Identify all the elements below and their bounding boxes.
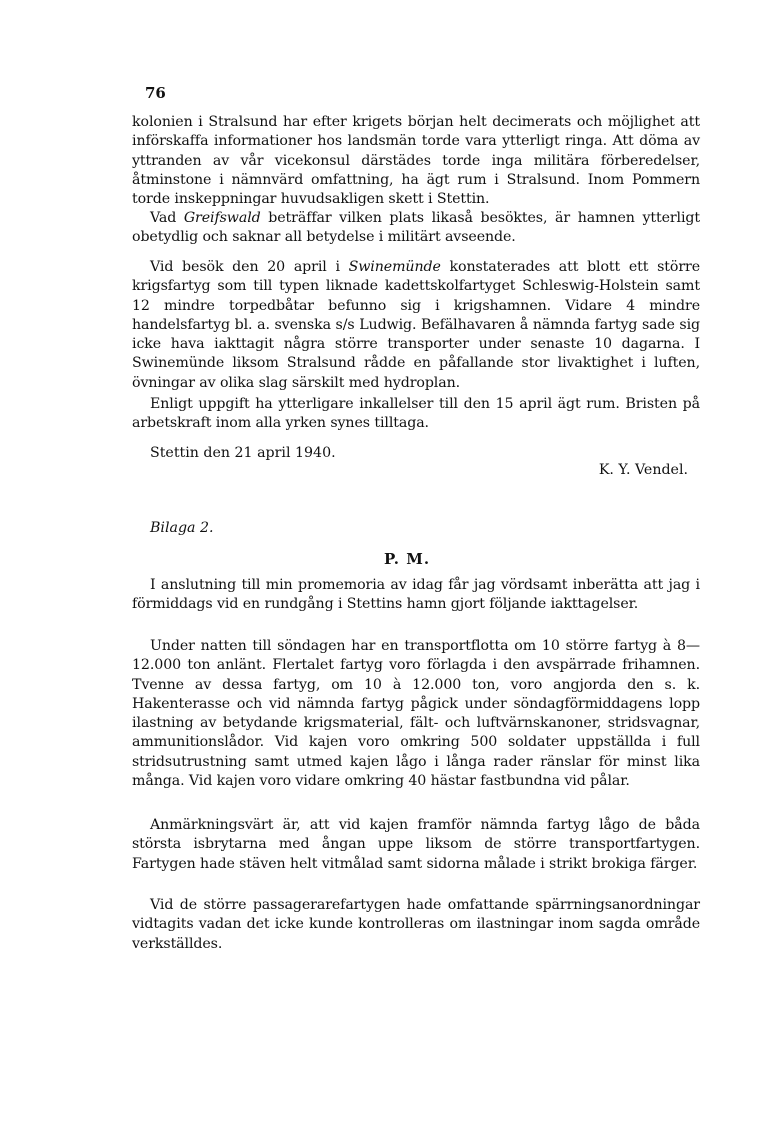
appendix-label: Bilaga 2. <box>150 520 214 536</box>
paragraph-text: kolonien i Stralsund har efter krigets början helt decimerats och möjlighet att införskaffa informationer hos landsmän torde vara ytterligt ringa. Att döma av yttranden av vår vicekonsul därstädes torde inga militära förberedelser, åtminstone i nämnvärd omfattning, ha ägt rum i Stralsund. Inom Pommern torde inskeppningar huvudsakligen skett i Stettin. <box>132 114 700 208</box>
memo-paragraph-sparrning: Vid de större passagerarefartygen hade omfattande spärrningsanordningar vidtagits vadan det icke kunde kontrolleras om ilastningar inom sagda område verkställdes. <box>132 897 700 952</box>
memo-paragraph-isbrytare: Anmärkningsvärt är, att vid kajen framför nämnda fartyg lågo de båda största isbrytarna med ångan uppe liksom de större transportfartygen. Fartygen hade stäven helt vitmålad samt sidorna målade i strikt brokiga färger. <box>132 817 700 872</box>
paragraph-text: beträffar vilken plats likaså besöktes, är hamnen ytterligt obetydlig och saknar all betydelse i militärt avseende. <box>132 210 701 246</box>
paragraph-text: Enligt uppgift ha ytterligare inkallelser till den 15 april ägt rum. Bristen på arbetskraft inom alla yrken synes tilltaga. <box>132 396 700 432</box>
signoff-place-date: Stettin den 21 april 1940. <box>150 445 336 461</box>
paragraph-inkallelser <box>132 395 700 434</box>
paragraph-text: Vid besök den 20 april i <box>150 259 349 275</box>
paragraph-stralsund <box>132 113 700 209</box>
paragraph-greifswald <box>132 209 700 248</box>
signoff-signature: K. Y. Vendel. <box>598 462 688 478</box>
paragraph-text: Vad <box>150 210 184 226</box>
place-name-swinemunde: Swinemünde <box>348 259 441 275</box>
paragraph-swinemunde <box>132 258 700 393</box>
memo-paragraph-transport: Under natten till söndagen har en transportflotta om 10 större fartyg à 8—12.000 ton anlänt. Flertalet fartyg voro förlagda i den avspärrade frihamnen. Tvenne av dessa fartyg, om 10 à 12.000 ton, voro angjorda den s. k. Hakenterasse och vid nämnda fartyg pågick under söndagförmiddagens lopp ilastning av betydande krigsmaterial, fält- och luftvärnskanoner, stridsvagnar, ammunitionslådor. Vid kajen voro omkring 500 soldater uppställda i full stridsutrustning samt utmed kajen lågo i långa rader ränslar för minst lika många. Vid kajen voro vidare omkring 40 hästar fastbundna vid pålar. <box>132 638 700 790</box>
memo-paragraph-intro: I anslutning till min promemoria av idag får jag vördsamt inberätta att jag i förmiddags vid en rundgång i Stettins hamn gjort följande iakttagelser. <box>132 577 700 613</box>
memo-heading: P. M. <box>384 550 431 568</box>
page-number: 76 <box>145 84 166 102</box>
paragraph-text: konstaterades att blott ett större krigsfartyg som till typen liknade kadettskolfartyget Schleswig-Holstein samt 12 mindre torpedbåtar befunno sig i krigshamnen. Vidare 4 mindre handelsfartyg bl. a. svenska s/s Ludwig. Befälhavaren å nämnda fartyg sade sig icke hava iakttagit några större transporter under senaste 10 dagarna. I Swinemünde liksom Stralsund rådde en påfallande stor livaktighet i luften, övningar av olika slag särskilt med hydroplan. <box>132 259 700 391</box>
place-name-greifswald: Greifswald <box>183 210 261 226</box>
